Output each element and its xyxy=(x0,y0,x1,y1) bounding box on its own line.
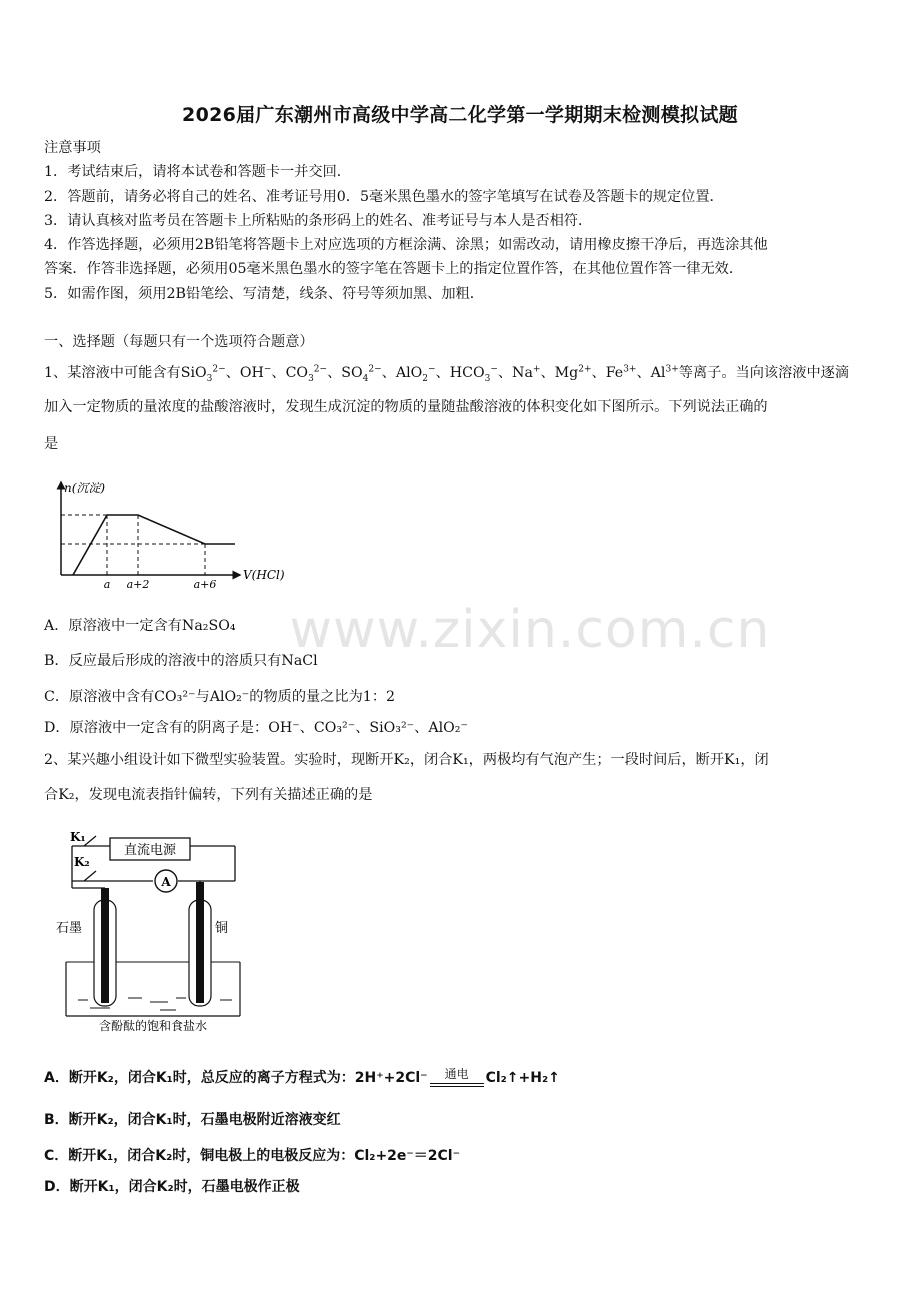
question-2-stem-line2: 合K₂，发现电流表指针偏转，下列有关描述正确的是 xyxy=(44,787,373,803)
question-1-option-c[interactable]: C．原溶液中含有CO₃²⁻与AlO₂⁻的物质的量之比为1：2 xyxy=(44,689,396,705)
k1-switch xyxy=(84,836,96,846)
k1-label: K₁ xyxy=(70,830,86,844)
question-1-stem-line1: 1、某溶液中可能含有SiO$_3^{2-}$、OH−、$CO_3^{2-}$、$SO_4^{2-}$、AlO$_2$−、$HCO_3^-$、Na+、$Mg^{2+}$、$Fe^{3+}$、$Al^{3+}$等离子。当向该溶液中逐滴 xyxy=(44,364,850,384)
question-1-option-d[interactable]: D．原溶液中一定含有的阴离子是：OH⁻、CO₃²⁻、SiO₃²⁻、AlO₂⁻ xyxy=(44,720,468,736)
x-tick-label: a+6 xyxy=(193,578,217,590)
question-2-stem: 某兴趣小组设计如下微型实验装置。实验时，现断开K₂，闭合K₁，两极均有气泡产生；一段时间后，断开K₁，闭 xyxy=(67,752,769,768)
note-item: 4．作答选择题，必须用2B铅笔将答题卡上对应选项的方框涂满、涂黑；如需改动，请用橡皮擦干净后，再选涂其他 xyxy=(44,237,768,253)
x-tick-label: a+2 xyxy=(126,578,150,590)
k2-label: K₂ xyxy=(74,855,90,869)
question-2-option-d[interactable]: D．断开K₁，闭合K₂时，石墨电极作正极 xyxy=(44,1179,300,1195)
series-line xyxy=(73,515,235,575)
solution-label: 含酚酞的饱和食盐水 xyxy=(98,1019,208,1033)
question-2-number: 2、 xyxy=(44,752,68,768)
equals-line xyxy=(430,1083,484,1087)
graphite-electrode xyxy=(101,888,109,1003)
k2-switch xyxy=(84,871,96,881)
page-title: 2026届广东潮州市高级中学高二化学第一学期期末检测模拟试题 xyxy=(182,104,738,126)
note-item: 3．请认真核对监考员在答题卡上所粘贴的条形码上的姓名、准考证号与本人是否相符． xyxy=(44,213,593,229)
question-1-option-a[interactable]: A．原溶液中一定含有Na₂SO₄ xyxy=(44,618,236,634)
ammeter-label: A xyxy=(161,875,171,889)
copper-label: 铜 xyxy=(215,921,229,936)
condition-arrow xyxy=(430,1067,484,1087)
copper-electrode xyxy=(196,882,204,1003)
question-1-stem-line2: 加入一定物质的量浓度的盐酸溶液时，发现生成沉淀的物质的量随盐酸溶液的体积变化如下图所示。下列说法正确的 xyxy=(44,399,768,415)
note-item: 1．考试结束后，请将本试卷和答题卡一并交回． xyxy=(44,164,351,180)
graphite-label: 石墨 xyxy=(56,921,83,936)
option-a-products: Cl₂↑+H₂↑ xyxy=(485,1070,560,1086)
question-1-number: 1、 xyxy=(44,365,68,381)
question-1-option-b[interactable]: B．反应最后形成的溶液中的溶质只有NaCl xyxy=(44,653,318,669)
note-item: 5．如需作图，须用2B铅笔绘、写清楚，线条、符号等须加黑、加粗． xyxy=(44,286,484,302)
question-1-stem-line3: 是 xyxy=(44,436,59,452)
notes-heading: 注意事项 xyxy=(44,140,101,156)
x-axis-label: V(HCl) xyxy=(243,568,285,582)
condition-label: 通电 xyxy=(444,1067,469,1081)
electrolysis-apparatus xyxy=(50,826,250,1036)
question-2-option-c[interactable]: C．断开K₁，闭合K₂时，铜电极上的电极反应为：Cl₂+2e⁻＝2Cl⁻ xyxy=(44,1148,460,1164)
precipitate-chart xyxy=(40,474,300,590)
option-a-text: A．断开K₂，闭合K₁时，总反应的离子方程式为：2H⁺+2Cl⁻ xyxy=(44,1070,428,1086)
note-item: 2．答题前，请务必将自己的姓名、准考证号用0．5毫米黑色墨水的签字笔填写在试卷及答题卡的规定位置． xyxy=(44,189,724,205)
watermark: www.zixin.com.cn xyxy=(289,600,771,660)
x-tick-label: a xyxy=(103,578,111,590)
y-axis-label: n(沉淀) xyxy=(64,481,106,495)
power-supply-label: 直流电源 xyxy=(123,843,177,858)
note-item: 答案．作答非选择题，必须用05毫米黑色墨水的签字笔在答题卡上的指定位置作答，在其他位置作答一律无效． xyxy=(44,261,744,277)
question-2-stem-line1 xyxy=(44,750,769,770)
question-2-option-a[interactable] xyxy=(44,1067,560,1087)
section-heading: 一、选择题（每题只有一个选项符合题意） xyxy=(44,334,314,350)
question-2-option-b[interactable]: B．断开K₂，闭合K₁时，石墨电极附近溶液变红 xyxy=(44,1112,341,1128)
